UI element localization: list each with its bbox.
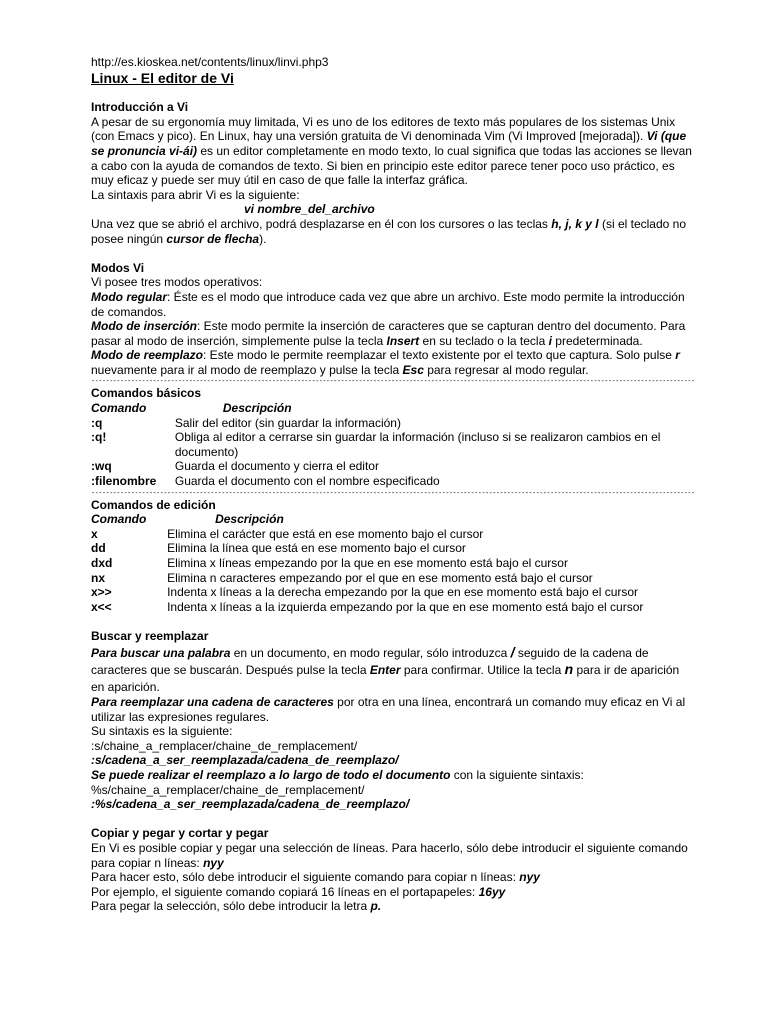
- command-cell: dxd: [91, 556, 113, 570]
- replace-syntax-line: Su sintaxis es la siguiente:: [91, 724, 233, 739]
- modes-heading: Modos Vi: [91, 260, 145, 275]
- column-header-description: Descripción: [222, 401, 292, 416]
- command-cell: :q: [91, 415, 103, 430]
- basic-commands-table: [91, 401, 695, 489]
- description-cell: Indenta x líneas a la izquierda empezando por la que en ese momento está bajo el cursor: [167, 599, 644, 614]
- table-row: [91, 585, 695, 600]
- command-cell: dd: [91, 541, 106, 556]
- description-cell: Elimina x líneas empezando por la que en ese momento está bajo el cursor: [167, 556, 568, 570]
- command-cell: x<<: [91, 599, 112, 614]
- table-row: [91, 416, 695, 431]
- mode-insert: Modo de inserción: Este modo permite la inserción de caracteres que se capturan dentro del documento. Para pasar al modo de inserción, simplemente pulse la tecla Insert en su teclado o la tecla i predeterminada.: [91, 319, 686, 348]
- description-cell: Salir del editor (sin guardar la información): [174, 415, 401, 430]
- paste-line: Para pegar la selección, sólo debe introducir la letra p.: [91, 899, 382, 914]
- intro-syntax-line: La sintaxis para abrir Vi es la siguiente:: [91, 187, 300, 202]
- table-row: [91, 459, 695, 474]
- open-command: vi nombre_del_archivo: [244, 202, 375, 217]
- copy-example-line: Por ejemplo, el siguiente comando copiará 16 líneas en el portapapeles: 16yy: [91, 884, 506, 899]
- description-cell: Indenta x líneas a la derecha empezando por la que en ese momento está bajo el cursor: [167, 585, 639, 600]
- dashed-divider: -----------------------------------------------------------------------------------------------------------------------------------------------------------------------: [91, 377, 695, 386]
- description-cell: Guarda el documento con el nombre especificado: [174, 474, 440, 489]
- copy-n-lines-line: Para hacer esto, sólo debe introducir el siguiente comando para copiar n líneas: nyy: [91, 870, 540, 885]
- table-row: [91, 430, 695, 459]
- column-header-command: Comando: [91, 401, 147, 416]
- mode-regular: Modo regular: Éste es el modo que introduce cada vez que abre un archivo. Este modo permite la introducción de comandos.: [91, 289, 685, 319]
- table-row: [91, 556, 695, 571]
- column-header-description: Descripción: [215, 512, 284, 527]
- table-row: [91, 600, 695, 615]
- column-header-command: Comando: [91, 512, 147, 527]
- document-title: Linux - El editor de Vi: [91, 69, 234, 86]
- intro-paragraph: A pesar de su ergonomía muy limitada, Vi es uno de los editores de texto más populares de los sistemas Unix (con Emacs y pico). En Linux, hay una versión gratuita de Vi denominada Vim (Vi Improved [mejorada]). Vi (que se pronuncia vi-ái) es un editor completamente en modo texto, lo cual significa que todas las acciones se llevan a cabo con la ayuda de comandos de texto. Si bien en principio este editor parece tener poco uso práctico, es muy eficaz y puede ser muy útil en caso de que falle la interfaz gráfica.: [91, 114, 692, 188]
- description-cell: Elimina el carácter que está en ese momento bajo el cursor: [167, 526, 484, 541]
- intro-navigation-paragraph: Una vez que se abrió el archivo, podrá desplazarse en él con los cursores o las teclas h, j, k y l (si el teclado no posee ningún cursor de flecha).: [91, 216, 686, 246]
- command-cell: :wq: [91, 459, 112, 474]
- command-cell: :filenombre: [91, 474, 157, 489]
- command-cell: x: [91, 526, 98, 541]
- document-page: [91, 55, 695, 914]
- copy-paste-heading: Copiar y pegar y cortar y pegar: [91, 826, 269, 841]
- search-paragraph: Para buscar una palabra en un documento, en modo regular, sólo introduzca / seguido de la cadena de caracteres que se buscarán. Después pulse la tecla Enter para confirmar. Utilice la tecla n para ir de aparición en aparición.: [91, 643, 680, 694]
- global-replace-paragraph: Se puede realizar el reemplazo a lo largo de todo el documento con la siguiente sintaxis:: [91, 768, 584, 783]
- command-cell: :q!: [91, 430, 107, 445]
- replace-paragraph: Para reemplazar una cadena de caracteres por otra en una línea, encontrará un comando muy eficaz en Vi al utilizar las expresiones regulares.: [91, 695, 686, 724]
- table-row: [91, 541, 695, 556]
- description-cell: Elimina n caracteres empezando por el que en ese momento está bajo el cursor: [167, 570, 593, 585]
- editing-commands-heading: Comandos de edición: [91, 497, 216, 512]
- global-replace-example-fr: %s/chaine_a_remplacer/chaine_de_remplacement/: [91, 782, 365, 797]
- command-cell: nx: [91, 570, 106, 585]
- table-row: [91, 474, 695, 489]
- mode-replace: Modo de reemplazo: Este modo le permite reemplazar el texto existente por el texto que captura. Solo pulse r nuevamente para ir al modo de reemplazo y pulse la tecla Esc para regresar al modo regular.: [91, 348, 680, 377]
- modes-intro: Vi posee tres modos operativos:: [91, 275, 263, 290]
- dashed-divider: -----------------------------------------------------------------------------------------------------------------------------------------------------------------------: [91, 488, 695, 497]
- source-url: http://es.kioskea.net/contents/linux/linvi.php3: [91, 55, 329, 69]
- search-replace-heading: Buscar y reemplazar: [91, 628, 209, 643]
- table-row: [91, 527, 695, 542]
- global-replace-example-es: :%s/cadena_a_ser_reemplazada/cadena_de_reemplazo/: [91, 797, 410, 812]
- command-cell: x>>: [91, 585, 112, 600]
- table-row: [91, 571, 695, 586]
- replace-example-fr: :s/chaine_a_remplacer/chaine_de_remplacement/: [91, 738, 358, 753]
- description-cell: Obliga al editor a cerrarse sin guardar la información (incluso si se realizaron cambios en el documento): [174, 430, 661, 459]
- intro-heading: Introducción a Vi: [91, 100, 189, 115]
- description-cell: Elimina la línea que está en ese momento bajo el cursor: [167, 541, 466, 556]
- copy-paragraph: En Vi es posible copiar y pegar una selección de líneas. Para hacerlo, sólo debe introducir el siguiente comando para copiar n líneas: nyy: [91, 841, 688, 870]
- description-cell: Guarda el documento y cierra el editor: [174, 459, 379, 474]
- basic-commands-heading: Comandos básicos: [91, 386, 202, 401]
- editing-commands-table: [91, 512, 695, 614]
- replace-example-es: :s/cadena_a_ser_reemplazada/cadena_de_reemplazo/: [91, 753, 399, 768]
